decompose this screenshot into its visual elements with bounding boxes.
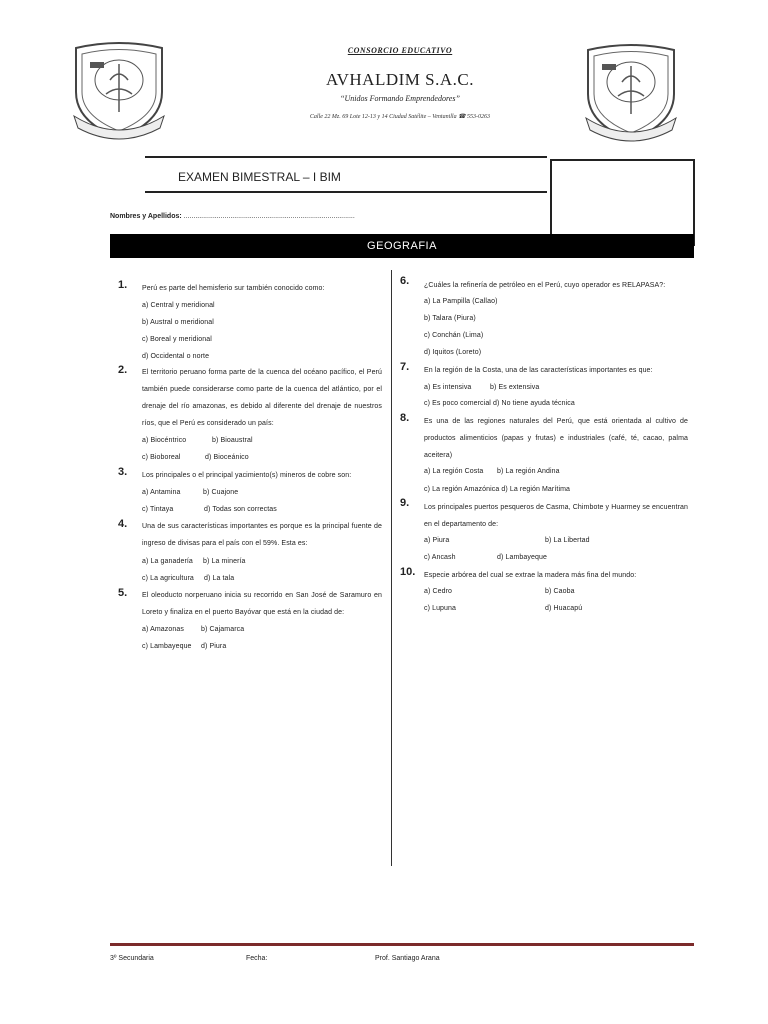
answer-option[interactable]: c) Lupuna [424, 605, 457, 612]
question-number: 6. [400, 275, 410, 287]
answer-option[interactable]: d) Piura [201, 643, 227, 650]
question-number: 10. [400, 566, 416, 578]
answer-option[interactable]: a) Central y meridional [142, 302, 215, 309]
answer-option[interactable]: b) Cajamarca [201, 626, 245, 633]
answer-option[interactable]: b) Talara (Piura) [424, 315, 476, 322]
title-top-rule [145, 156, 547, 158]
title-bottom-rule [145, 191, 547, 193]
answer-option[interactable]: d) Huacapú [545, 605, 583, 612]
question-text: Los principales o el principal yacimiento(s) mineros de cobre son: [142, 472, 352, 479]
question-text: Es una de las regiones naturales del Perú, que está orientada al cultivo de productos alimenticios (papas y frutas) e industriales (café, té, cacao, palma aceitera) [424, 418, 688, 459]
footer-date-label: Fecha: [246, 955, 268, 962]
question-text: ¿Cuáles la refinería de petróleo en el Perú, cuyo operador es RELAPASA?: [424, 282, 666, 289]
right-school-seal [578, 42, 684, 144]
answer-option[interactable]: d) Occidental o norte [142, 353, 210, 360]
question-text: Una de sus características importantes es porque es la principal fuente de ingreso de divisas para el país con el 59%. Esta es: [142, 523, 382, 547]
question-text: Los principales puertos pesqueros de Casma, Chimbote y Huarmey se encuentran en el departamento de: [424, 504, 689, 528]
subject-title: GEOGRAFIA [367, 240, 437, 252]
answer-option[interactable]: c) La región Amazónica d) La región Marítima [424, 486, 571, 493]
answer-option[interactable]: c) Boreal y meridional [142, 336, 212, 343]
footer-grade: 3º Secundaria [110, 955, 154, 962]
answer-option[interactable]: b) Es extensiva [490, 384, 540, 391]
question-text: Especie arbórea del cual se extrae la madera más fina del mundo: [424, 572, 637, 579]
answer-option[interactable]: b) La Libertad [545, 537, 590, 544]
footer-rule [110, 943, 694, 946]
answer-option[interactable]: a) Es intensiva [424, 384, 472, 391]
answer-option[interactable]: c) Conchán (Lima) [424, 332, 484, 339]
answer-option[interactable]: c) Ancash [424, 554, 456, 561]
answer-option[interactable]: d) La tala [204, 575, 235, 582]
answer-option[interactable]: d) Lambayeque [497, 554, 547, 561]
answer-option[interactable]: a) La ganadería [142, 558, 193, 565]
question-number: 2. [118, 364, 128, 376]
question-number: 4. [118, 518, 128, 530]
answer-option[interactable]: b) Caoba [545, 588, 575, 595]
left-school-seal [66, 40, 172, 142]
grade-box [550, 159, 695, 246]
answer-option[interactable]: b) La minería [203, 558, 246, 565]
answer-option[interactable]: a) Amazonas [142, 626, 184, 633]
question-number: 3. [118, 466, 128, 478]
school-motto: “Unidos Formando Emprendedores” [340, 94, 460, 103]
exam-title: EXAMEN BIMESTRAL – I BIM [178, 170, 341, 184]
answer-option[interactable]: d) Todas son correctas [204, 506, 277, 513]
answer-option[interactable]: c) La agricultura [142, 575, 194, 582]
answer-option[interactable]: c) Tintaya [142, 506, 174, 513]
answer-option[interactable]: a) Antamina [142, 489, 181, 496]
question-text: En la región de la Costa, una de las características importantes es que: [424, 367, 653, 374]
school-address: Calle 22 Mz. 69 Lote 12-13 y 14 Ciudad Satélite – Ventanilla ☎ 553-0263 [309, 114, 491, 120]
student-name-line: ........................................................................................ [183, 213, 355, 220]
answer-option[interactable]: a) Piura [424, 537, 450, 544]
consortium-title: CONSORCIO EDUCATIVO [347, 46, 453, 55]
answer-option[interactable]: b) Cuajone [203, 489, 239, 496]
answer-option[interactable]: b) La región Andina [497, 468, 560, 475]
question-text: El oleoducto norperuano inicia su recorrido en San José de Saramuro en Loreto y finaliza en el puerto Bayóvar que está en la ciudad de: [142, 592, 382, 616]
answer-option[interactable]: a) Biocéntrico [142, 437, 187, 444]
answer-option[interactable]: c) Lambayeque [142, 643, 192, 650]
column-divider [391, 270, 392, 866]
answer-option[interactable]: b) Austral o meridional [142, 319, 214, 326]
answer-option[interactable]: d) Bioceánico [205, 454, 249, 461]
answer-option[interactable]: a) La región Costa [424, 468, 484, 475]
answer-option[interactable]: c) Bioboreal [142, 454, 181, 461]
question-number: 7. [400, 361, 410, 373]
answer-option[interactable]: c) Es poco comercial d) No tiene ayuda técnica [424, 400, 575, 407]
answer-option[interactable]: a) Cedro [424, 588, 453, 595]
answer-option[interactable]: a) La Pampilla (Callao) [424, 298, 498, 305]
student-name-row [110, 213, 355, 220]
answer-option[interactable]: d) Iquitos (Loreto) [424, 349, 482, 356]
question-number: 1. [118, 279, 128, 291]
school-name: AVHALDIM S.A.C. [326, 70, 474, 89]
question-text: Perú es parte del hemisferio sur también conocido como: [142, 285, 325, 292]
question-number: 9. [400, 497, 410, 509]
footer-teacher: Prof. Santiago Arana [375, 955, 440, 962]
answer-option[interactable]: b) Bioaustral [212, 437, 253, 444]
question-number: 5. [118, 587, 128, 599]
question-text: El territorio peruano forma parte de la cuenca del océano pacífico, el Perú también puede considerarse como parte de la cuenca del atlántico, por el drenaje del río amazonas, es debido al diferente del drenaje de nuestros ríos, que el Perú es considerado un país: [142, 369, 382, 427]
student-name-label: Nombres y Apellidos: [110, 213, 182, 220]
question-number: 8. [400, 412, 410, 424]
